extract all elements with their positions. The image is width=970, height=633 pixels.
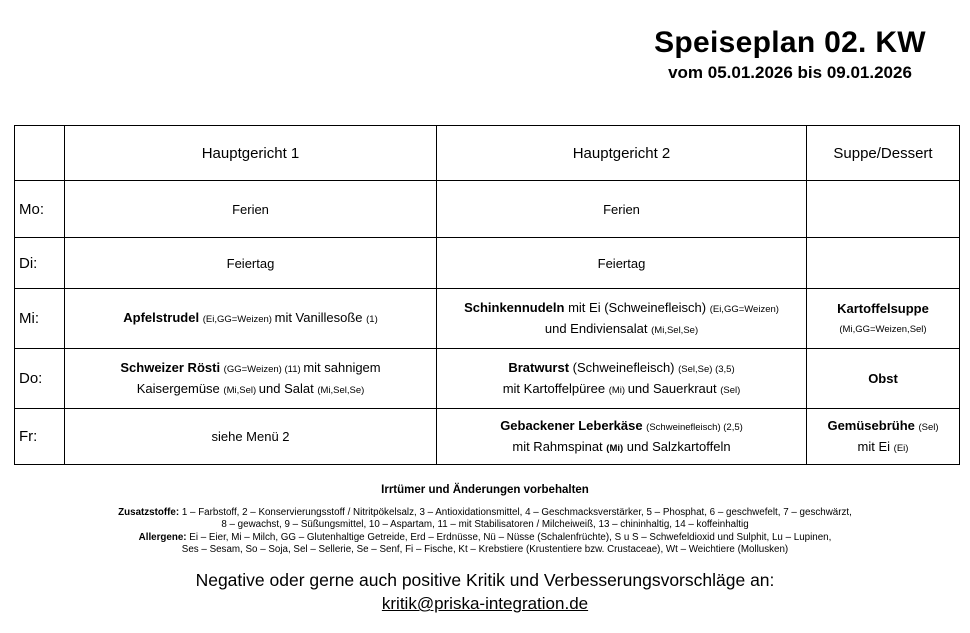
day-cell: Do: <box>15 349 65 409</box>
main-dish-1-cell: siehe Menü 2 <box>65 409 437 465</box>
soup-dessert-cell: Kartoffelsuppe (Mi,GG=Weizen,Sel) <box>807 289 960 349</box>
allergens-legend-line-2: Ses – Sesam, So – Soja, Sel – Sellerie, Se – Senf, Fi – Fische, Kt – Krebstiere (Krustentiere bzw. Crustaceae), Wt – Weichtiere (Mollusken) <box>181 543 789 555</box>
column-header-hauptgericht-2: Hauptgericht 2 <box>437 126 807 181</box>
main-dish-2-cell: Schinkennudeln mit Ei (Schweinefleisch) (Ei,GG=Weizen) und Endiviensalat (Mi,Sel,Se) <box>437 289 807 349</box>
menu-table <box>14 125 960 465</box>
feedback-line: Negative oder gerne auch positive Kritik und Verbesserungsvorschläge an: <box>195 570 775 590</box>
soup-dessert-cell <box>807 181 960 238</box>
additives-legend-line-2: 8 – gewachst, 9 – Süßungsmittel, 10 – Aspartam, 11 – mit Stabilisatoren / Milcheiweiß, 13 – chininhaltig, 14 – koffeinhaltig <box>221 519 749 531</box>
additives-text-1: 1 – Farbstoff, 2 – Konservierungsstoff / Nitritpökelsalz, 3 – Antioxidationsmittel, 4 – Geschmacksverstärker, 5 – Phosphat, 6 – geschwefelt, 7 – geschwärzt, <box>179 507 852 518</box>
table-row <box>15 181 960 238</box>
main-dish-2-cell: Ferien <box>437 181 807 238</box>
disclaimer: Irrtümer und Änderungen vorbehalten <box>381 484 589 496</box>
main-dish-1-cell: Ferien <box>65 181 437 238</box>
day-cell: Mi: <box>15 289 65 349</box>
main-dish-1-cell: Schweizer Rösti (GG=Weizen) (11) mit sahnigem Kaisergemüse (Mi,Sel) und Salat (Mi,Sel,Se) <box>65 349 437 409</box>
day-cell: Fr: <box>15 409 65 465</box>
column-header-hauptgericht-1: Hauptgericht 1 <box>65 126 437 181</box>
soup-dessert-cell: Gemüsebrühe (Sel) mit Ei (Ei) <box>807 409 960 465</box>
column-header-suppe-dessert: Suppe/Dessert <box>807 126 960 181</box>
feedback-email-link[interactable]: kritik@priska-integration.de <box>381 594 589 613</box>
allergens-label: Allergene: <box>138 531 187 543</box>
main-dish-2-cell: Feiertag <box>437 238 807 289</box>
table-row <box>15 289 960 349</box>
main-dish-1-cell: Feiertag <box>65 238 437 289</box>
page-title: Speiseplan 02. KW <box>654 26 926 59</box>
table-row <box>15 409 960 465</box>
additives-label: Zusatzstoffe: <box>118 507 180 518</box>
main-dish-2-cell: Bratwurst (Schweinefleisch) (Sel,Se) (3,5) mit Kartoffelpüree (Mi) und Sauerkraut (Sel) <box>437 349 807 409</box>
title-block <box>620 26 960 83</box>
table-row <box>15 349 960 409</box>
day-cell: Mo: <box>15 181 65 238</box>
additives-legend-line-1 <box>60 507 910 519</box>
allergens-legend-line-1 <box>60 532 910 544</box>
main-dish-2-cell: Gebackener Leberkäse (Schweinefleisch) (2,5) mit Rahmspinat (Mi) und Salzkartoffeln <box>437 409 807 465</box>
main-dish-1-cell: Apfelstrudel (Ei,GG=Weizen) mit Vanillesoße (1) <box>65 289 437 349</box>
table-row <box>15 238 960 289</box>
date-range: vom 05.01.2026 bis 09.01.2026 <box>668 63 912 82</box>
table-header-row <box>15 126 960 181</box>
soup-dessert-cell: Obst <box>807 349 960 409</box>
allergens-text-1: Ei – Eier, Mi – Milch, GG – Glutenhaltige Getreide, Erd – Erdnüsse, Nü – Nüsse (Schalenfrüchte), S u S – Schwefeldioxid und Sulphit, Lu – Lupinen, <box>186 531 832 543</box>
soup-dessert-cell <box>807 238 960 289</box>
day-cell: Di: <box>15 238 65 289</box>
email-line <box>0 594 970 614</box>
column-header-day <box>15 126 65 181</box>
legend-block <box>60 507 910 556</box>
